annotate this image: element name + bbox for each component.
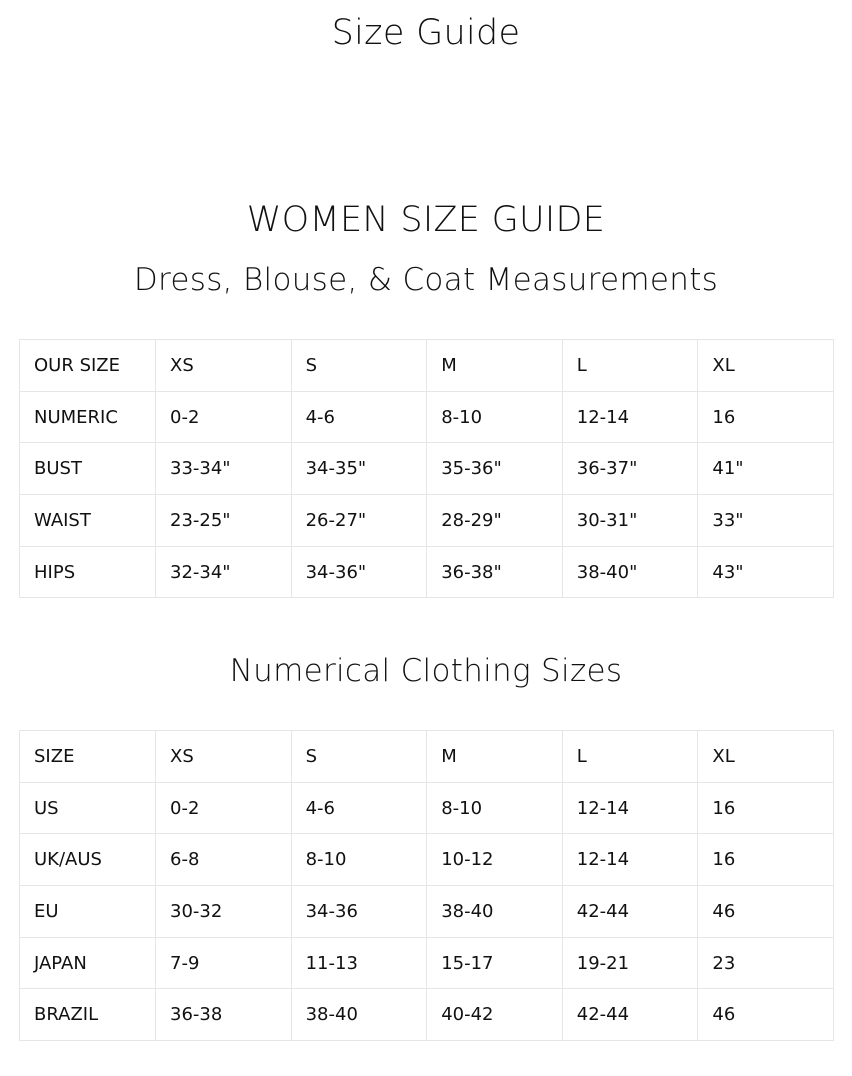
table-cell: 8-10 — [427, 391, 563, 443]
table-cell: 23-25" — [156, 495, 292, 547]
table-cell: XL — [698, 731, 834, 783]
measurements-table — [19, 339, 834, 598]
table-cell: 38-40" — [562, 546, 698, 598]
table-cell: 43" — [698, 546, 834, 598]
table-row — [20, 391, 834, 443]
table-row — [20, 886, 834, 938]
table-row — [20, 834, 834, 886]
table-cell: 4-6 — [291, 391, 427, 443]
table-cell: 10-12 — [427, 834, 563, 886]
table-cell: XS — [156, 340, 292, 392]
table-cell: 46 — [698, 989, 834, 1041]
table-cell: XL — [698, 340, 834, 392]
women-size-guide-heading: WOMEN SIZE GUIDE — [246, 200, 606, 240]
table-cell: 30-32 — [156, 886, 292, 938]
table-cell: 12-14 — [562, 391, 698, 443]
table-cell: L — [562, 731, 698, 783]
row-label-cell: SIZE — [20, 731, 156, 783]
numerical-sizes-table — [19, 730, 834, 1041]
table-row — [20, 989, 834, 1041]
row-label-cell: US — [20, 782, 156, 834]
table-cell: 46 — [698, 886, 834, 938]
table-cell: 23 — [698, 937, 834, 989]
table-cell: L — [562, 340, 698, 392]
table-cell: 11-13 — [291, 937, 427, 989]
table-cell: S — [291, 340, 427, 392]
table-cell: 34-35" — [291, 443, 427, 495]
table-cell: 4-6 — [291, 782, 427, 834]
table-cell: 19-21 — [562, 937, 698, 989]
table-cell: 36-37" — [562, 443, 698, 495]
table-row — [20, 495, 834, 547]
table-cell: 12-14 — [562, 834, 698, 886]
row-label-cell: OUR SIZE — [20, 340, 156, 392]
table-cell: S — [291, 731, 427, 783]
table-cell: 0-2 — [156, 782, 292, 834]
table-row — [20, 443, 834, 495]
table-cell: 33-34" — [156, 443, 292, 495]
table-cell: 8-10 — [427, 782, 563, 834]
table-cell: 42-44 — [562, 989, 698, 1041]
table-cell: 16 — [698, 782, 834, 834]
table-cell: 26-27" — [291, 495, 427, 547]
table-row — [20, 782, 834, 834]
table-cell: 30-31" — [562, 495, 698, 547]
table-cell: M — [427, 731, 563, 783]
table-cell: 40-42 — [427, 989, 563, 1041]
row-label-cell: HIPS — [20, 546, 156, 598]
table-cell: 38-40 — [291, 989, 427, 1041]
table-cell: 34-36 — [291, 886, 427, 938]
row-label-cell: BUST — [20, 443, 156, 495]
table-cell: 16 — [698, 391, 834, 443]
row-label-cell: BRAZIL — [20, 989, 156, 1041]
table-row — [20, 546, 834, 598]
table-cell: 12-14 — [562, 782, 698, 834]
table-cell: 36-38 — [156, 989, 292, 1041]
table-cell: 7-9 — [156, 937, 292, 989]
table-cell: 28-29" — [427, 495, 563, 547]
table-row — [20, 937, 834, 989]
table-cell: 33" — [698, 495, 834, 547]
table-cell: 35-36" — [427, 443, 563, 495]
table-cell: 8-10 — [291, 834, 427, 886]
table-cell: XS — [156, 731, 292, 783]
table-cell: 34-36" — [291, 546, 427, 598]
table-cell: M — [427, 340, 563, 392]
table-cell: 16 — [698, 834, 834, 886]
row-label-cell: NUMERIC — [20, 391, 156, 443]
table-cell: 32-34" — [156, 546, 292, 598]
table-cell: 15-17 — [427, 937, 563, 989]
measurements-table-title: Dress, Blouse, & Coat Measurements — [133, 262, 719, 298]
table-cell: 36-38" — [427, 546, 563, 598]
table-cell: 42-44 — [562, 886, 698, 938]
row-label-cell: JAPAN — [20, 937, 156, 989]
table-header-row — [20, 731, 834, 783]
table-cell: 0-2 — [156, 391, 292, 443]
table-cell: 6-8 — [156, 834, 292, 886]
table-header-row — [20, 340, 834, 392]
row-label-cell: WAIST — [20, 495, 156, 547]
row-label-cell: EU — [20, 886, 156, 938]
table-cell: 41" — [698, 443, 834, 495]
row-label-cell: UK/AUS — [20, 834, 156, 886]
numerical-sizes-table-title: Numerical Clothing Sizes — [229, 653, 623, 689]
page-title: Size Guide — [331, 13, 521, 53]
table-cell: 38-40 — [427, 886, 563, 938]
